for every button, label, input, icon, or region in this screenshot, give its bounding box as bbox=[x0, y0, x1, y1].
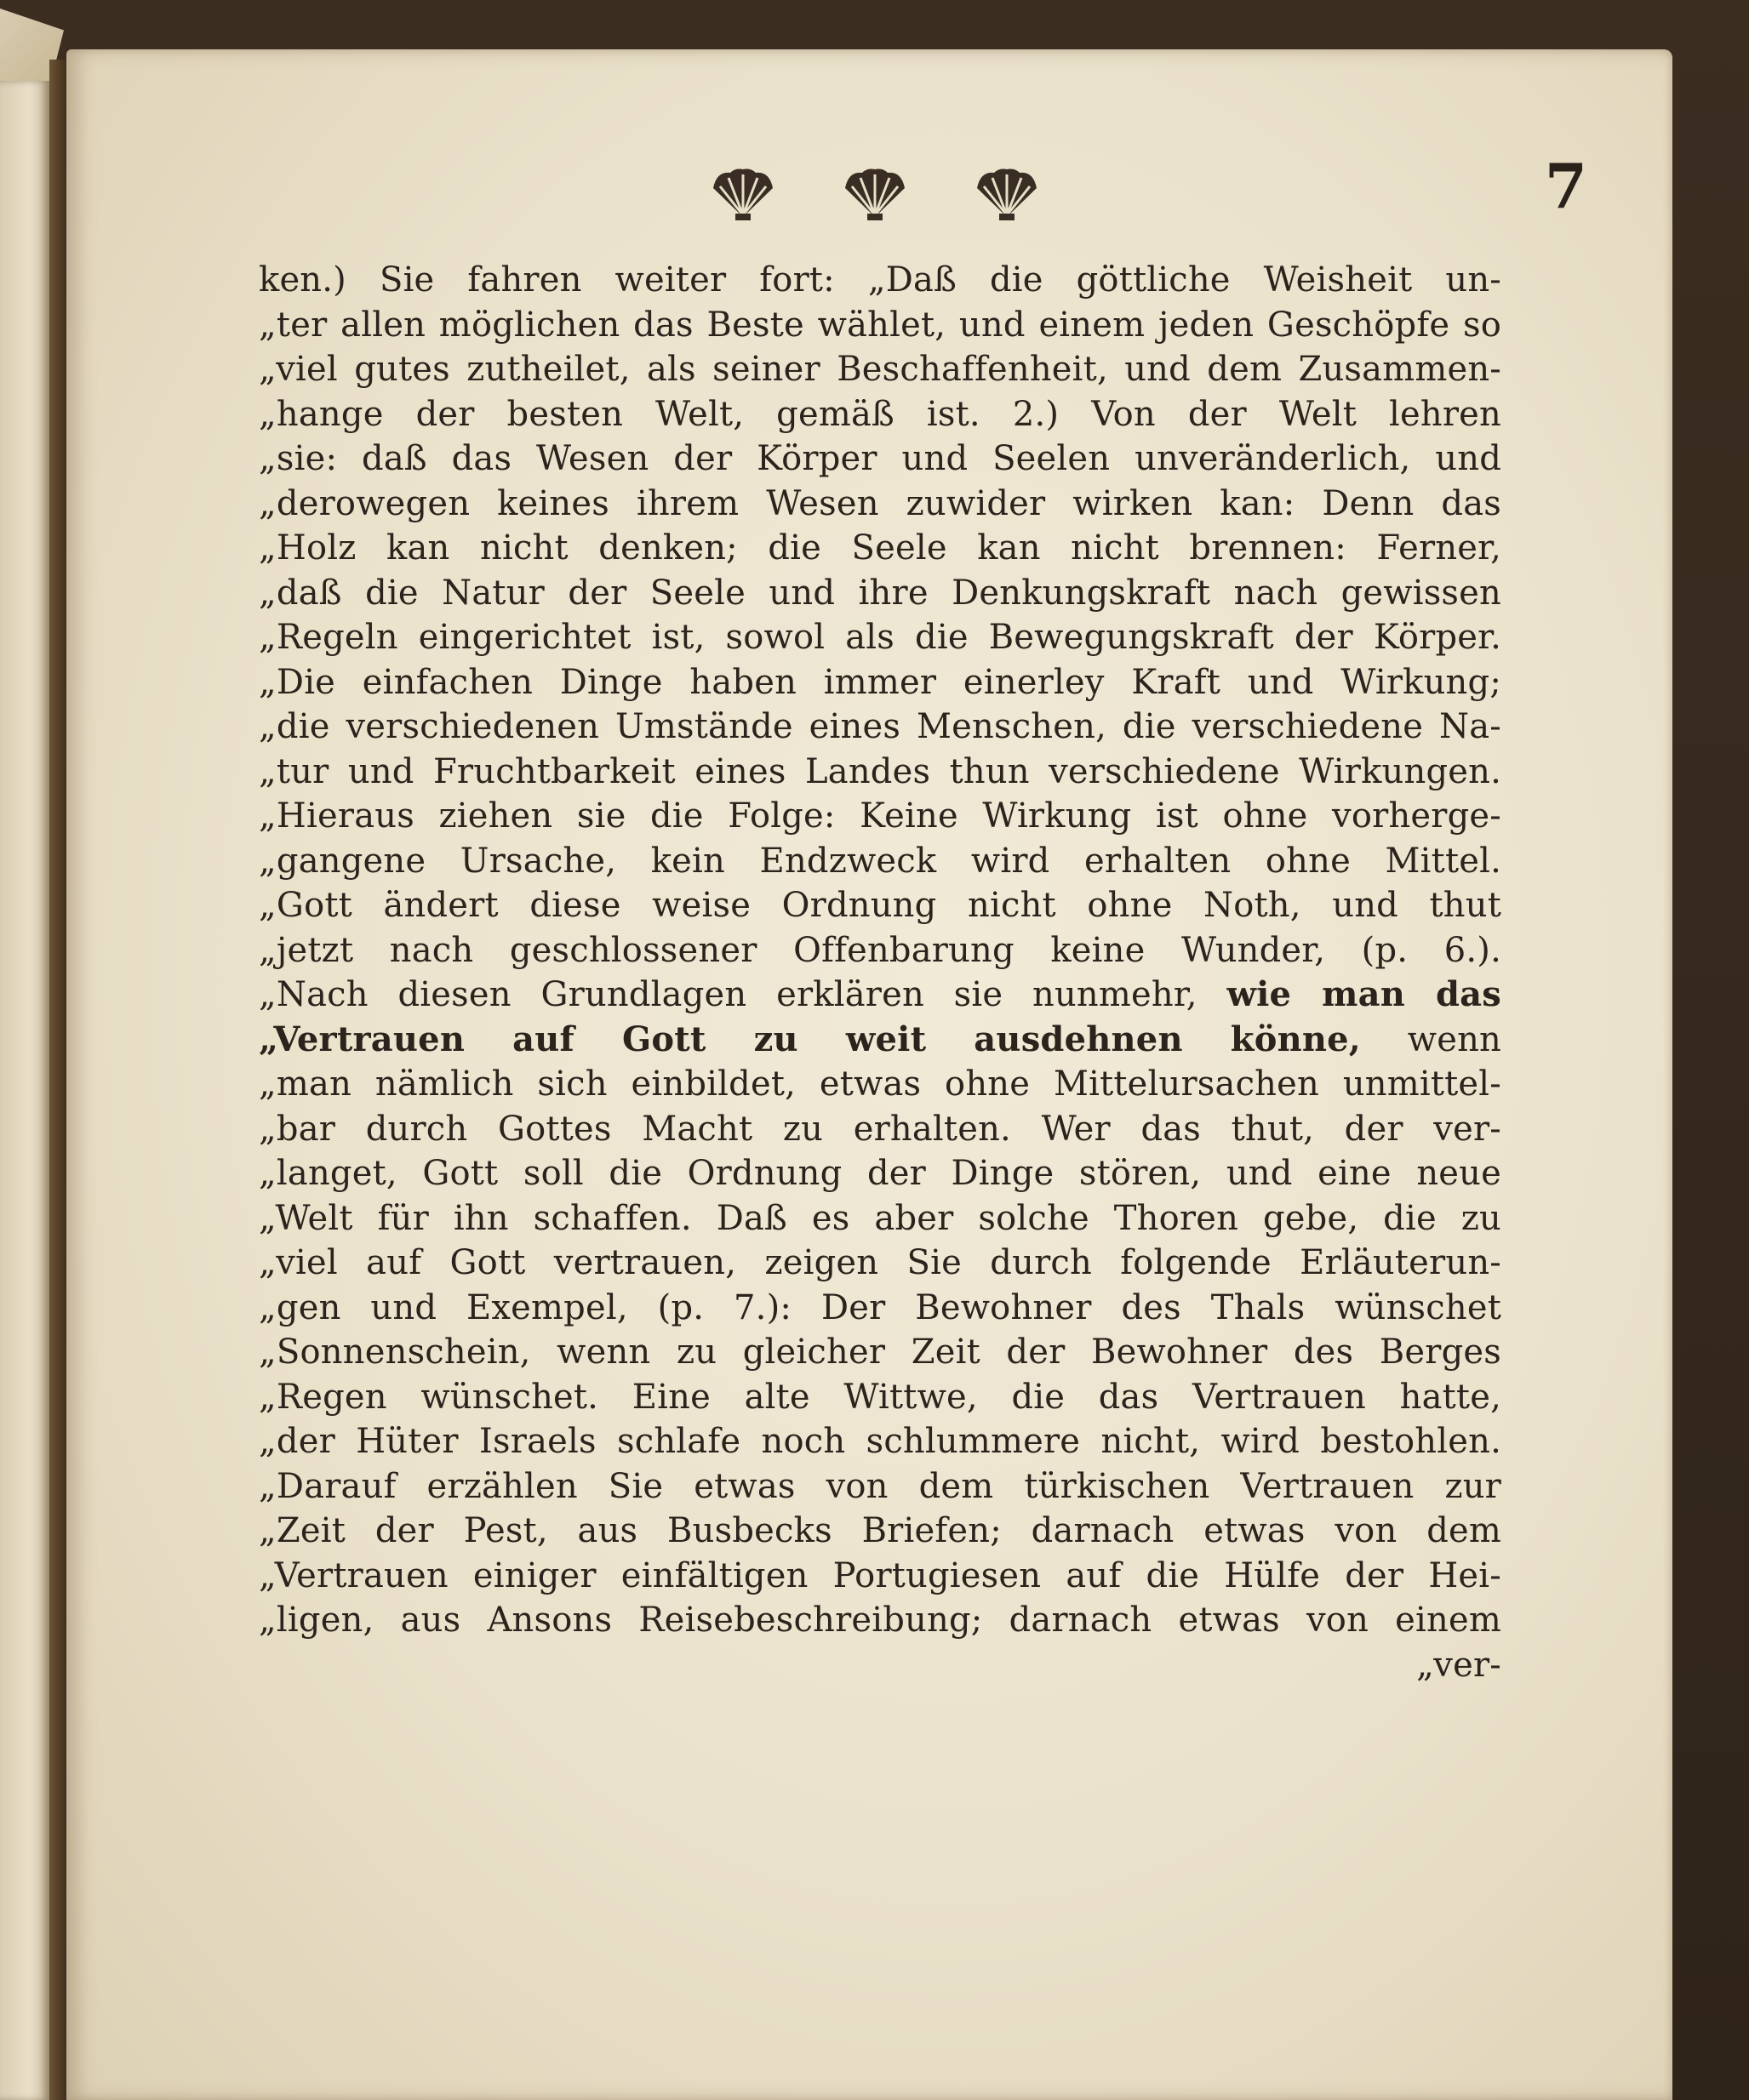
text-line: „daß die Natur der Seele und ihre Denkungskraft nach gewissen bbox=[259, 573, 1501, 613]
book-page bbox=[66, 49, 1672, 2100]
text-line: „viel gutes zutheilet, als seiner Beschaffenheit, und dem Zusammen- bbox=[259, 350, 1501, 389]
shell-ornament-icon bbox=[837, 164, 913, 224]
text-line bbox=[259, 973, 1501, 1018]
text-line: „Die einfachen Dinge haben immer einerley Kraft und Wirkung; bbox=[259, 662, 1501, 702]
book-gutter bbox=[49, 60, 68, 2100]
text-segment: „Nach diesen Grundlagen erklären sie nunmehr, bbox=[259, 975, 1227, 1014]
text-line: „Regen wünschet. Eine alte Wittwe, die das Vertrauen hatte, bbox=[259, 1377, 1501, 1417]
text-segment: wenn bbox=[1360, 1019, 1501, 1059]
text-line: „gen und Exempel, (p. 7.): Der Bewohner des Thals wünschet bbox=[259, 1287, 1501, 1327]
text-line: „jetzt nach geschlossener Offenbarung keine Wunder, (p. 6.). bbox=[259, 930, 1501, 970]
text-line: ken.) Sie fahren weiter fort: „Daß die göttliche Weisheit un- bbox=[259, 260, 1501, 300]
shell-ornament-icon bbox=[705, 164, 781, 224]
text-line: „man nämlich sich einbildet, etwas ohne Mittelursachen unmittel- bbox=[259, 1064, 1501, 1104]
text-line: „der Hüter Israels schlafe noch schlummere nicht, wird bestohlen. bbox=[259, 1422, 1501, 1461]
text-line: „Zeit der Pest, aus Busbecks Briefen; darnach etwas von dem bbox=[259, 1511, 1501, 1550]
text-line: „viel auf Gott vertrauen, zeigen Sie durch folgende Erläuterun- bbox=[259, 1243, 1501, 1282]
text-line: „Darauf erzählen Sie etwas von dem türkischen Vertrauen zur bbox=[259, 1466, 1501, 1506]
text-line: „sie: daß das Wesen der Körper und Seelen unveränderlich, und bbox=[259, 439, 1501, 478]
text-line: „bar durch Gottes Macht zu erhalten. Wer das thut, der ver- bbox=[259, 1109, 1501, 1149]
text-line: „Gott ändert diese weise Ordnung nicht ohne Noth, und thut bbox=[259, 886, 1501, 925]
text-line: „die verschiedenen Umstände eines Menschen, die verschiedene Na- bbox=[259, 707, 1501, 746]
emphasized-text: wie man das bbox=[1226, 974, 1501, 1014]
text-line bbox=[259, 1018, 1501, 1063]
header-ornaments bbox=[705, 160, 1045, 228]
text-line: „langet, Gott soll die Ordnung der Dinge stören, und eine neue bbox=[259, 1154, 1501, 1193]
text-line: „Holz kan nicht denken; die Seele kan nicht brennen: Ferner, bbox=[259, 528, 1501, 568]
text-line: „ver- bbox=[1416, 1645, 1501, 1685]
left-page-edge bbox=[0, 81, 49, 2100]
text-line: „Vertrauen einiger einfältigen Portugiesen auf die Hülfe der Hei- bbox=[259, 1555, 1501, 1595]
text-line: „tur und Fruchtbarkeit eines Landes thun verschiedene Wirkungen. bbox=[259, 751, 1501, 791]
body-text bbox=[259, 258, 1501, 1687]
text-line: „gangene Ursache, kein Endzweck wird erhalten ohne Mittel. bbox=[259, 841, 1501, 881]
text-line: „ligen, aus Ansons Reisebeschreibung; darnach etwas von einem bbox=[259, 1601, 1501, 1640]
shell-ornament-icon bbox=[969, 164, 1045, 224]
text-line: „hange der besten Welt, gemäß ist. 2.) Von der Welt lehren bbox=[259, 394, 1501, 434]
emphasized-text: „Vertrauen auf Gott zu weit ausdehnen könne, bbox=[259, 1019, 1361, 1059]
text-line: „Regeln eingerichtet ist, sowol als die Bewegungskraft der Körper. bbox=[259, 618, 1501, 657]
text-line: „derowegen keines ihrem Wesen zuwider wirken kan: Denn das bbox=[259, 483, 1501, 523]
text-line: „Welt für ihn schaffen. Daß es aber solche Thoren gebe, die zu bbox=[259, 1198, 1501, 1238]
text-line: „ter allen möglichen das Beste wählet, und einem jeden Geschöpfe so bbox=[259, 305, 1501, 345]
text-line: „Sonnenschein, wenn zu gleicher Zeit der Bewohner des Berges bbox=[259, 1332, 1501, 1372]
text-line: „Hieraus ziehen sie die Folge: Keine Wirkung ist ohne vorherge- bbox=[259, 796, 1501, 836]
page-number: 7 bbox=[1544, 150, 1587, 222]
